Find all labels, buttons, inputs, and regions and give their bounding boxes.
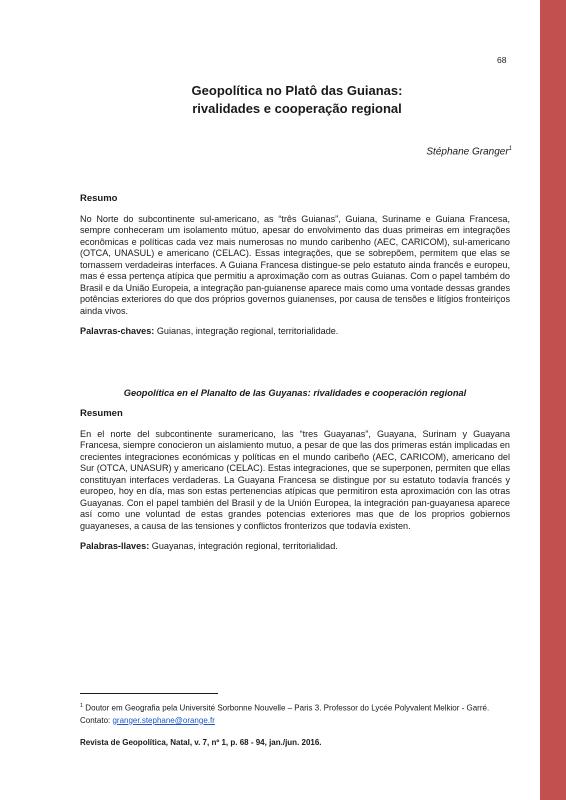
es-title: Geopolítica en el Planalto de las Guyanas: rivalidades e cooperación regional [123,388,467,398]
article-title [80,82,514,118]
side-color-band [540,0,566,800]
title-line-2: rivalidades e cooperação regional [192,101,402,116]
es-keywords-text: Guayanas, integración regional, territorialidad. [149,541,338,551]
es-abstract-text: En el norte del subcontinente suramericano, las “tres Guayanas”, Guayana, Surinam y Guayana Francesa, siempre conocieron un aislamiento mutuo, a pesar de que las dos primeras están implicadas en crecientes integraciones económicas y políticas en el mundo caribeño (AEC, CARICOM), americano del Sur (OTCA, UNASUR) y americano (CELAC). Estas integraciones, que se superponen, permiten que ellas constituyan interfaces verdaderas. La Guayana Francesa se distingue por su estatuto todavía francés y europeo, hoy en día, mas son estas pertenencias atípicas que permitiron esta aproximación con las otras Guayanas. Con el papel también del Brasil y de la Unión Europea, la integración pan-guayanesa aparece así como une voluntad de estas grandes potencias exteriores mas que de los proprios gobiernos guayaneses, a causa de las tensiones y conflictos fronterizos que todavía existen. [80,428,510,531]
es-keywords [80,541,510,553]
es-keywords-label: Palabras-llaves: [80,541,150,551]
footnote-mark: 1 [80,703,84,709]
pt-abstract-section [80,193,510,338]
es-abstract-heading: Resumen [80,408,123,419]
pt-abstract-heading: Resumo [80,193,118,204]
footnote-text: Doutor em Geografia pela Université Sorbonne Nouvelle – Paris 3. Professor do Lycée Polyvalent Melkior - Garré. Contato: [80,703,490,725]
author-footnote-mark: 1 [508,146,512,152]
journal-citation: Revista de Geopolítica, Natal, v. 7, nº 1, p. 68 - 94, jan./jun. 2016. [80,738,322,747]
title-line-1: Geopolítica no Platô das Guianas: [191,83,403,98]
author-name: Stéphane Granger [426,146,509,158]
footnote-divider [80,693,218,694]
author [426,146,512,157]
footnote-email-link[interactable]: granger.stephane@orange.fr [112,715,215,725]
footnote [80,700,510,727]
page-number: 68 [497,55,507,65]
pt-keywords [80,326,510,338]
pt-abstract-text: No Norte do subcontinente sul-americano, as “três Guianas”, Guiana, Suriname e Guiana Francesa, sempre conheceram um isolamento mútuo, apesar do envolvimento das duas primeiras em integrações econômicas e políticas cada vez mais numerosas no mundo caribenho (AEC, CARICOM), sul-americano (OTCA, UNASUL) e americano (CELAC). Essas integrações, que se sobrepõem, permitem que elas se tornassem verdadeiras interfaces. A Guiana Francesa distingue-se pelo estatuto ainda francês e europeu, mas é essa pertença atípica que permitiu a aproximação com as outras Guianas. Com o papel também do Brasil e da União Europeia, a integração pan-guianense aparece mais como uma vontade dessas grandes potências exteriores do que dos próprios governos guianenses, por causa de tensões e litígios fronteiriços ainda vivos. [80,213,510,316]
pt-keywords-label: Palavras-chaves: [80,326,155,336]
pt-keywords-text: Guianas, integração regional, territorialidade. [154,326,339,336]
es-abstract-section [80,408,510,553]
